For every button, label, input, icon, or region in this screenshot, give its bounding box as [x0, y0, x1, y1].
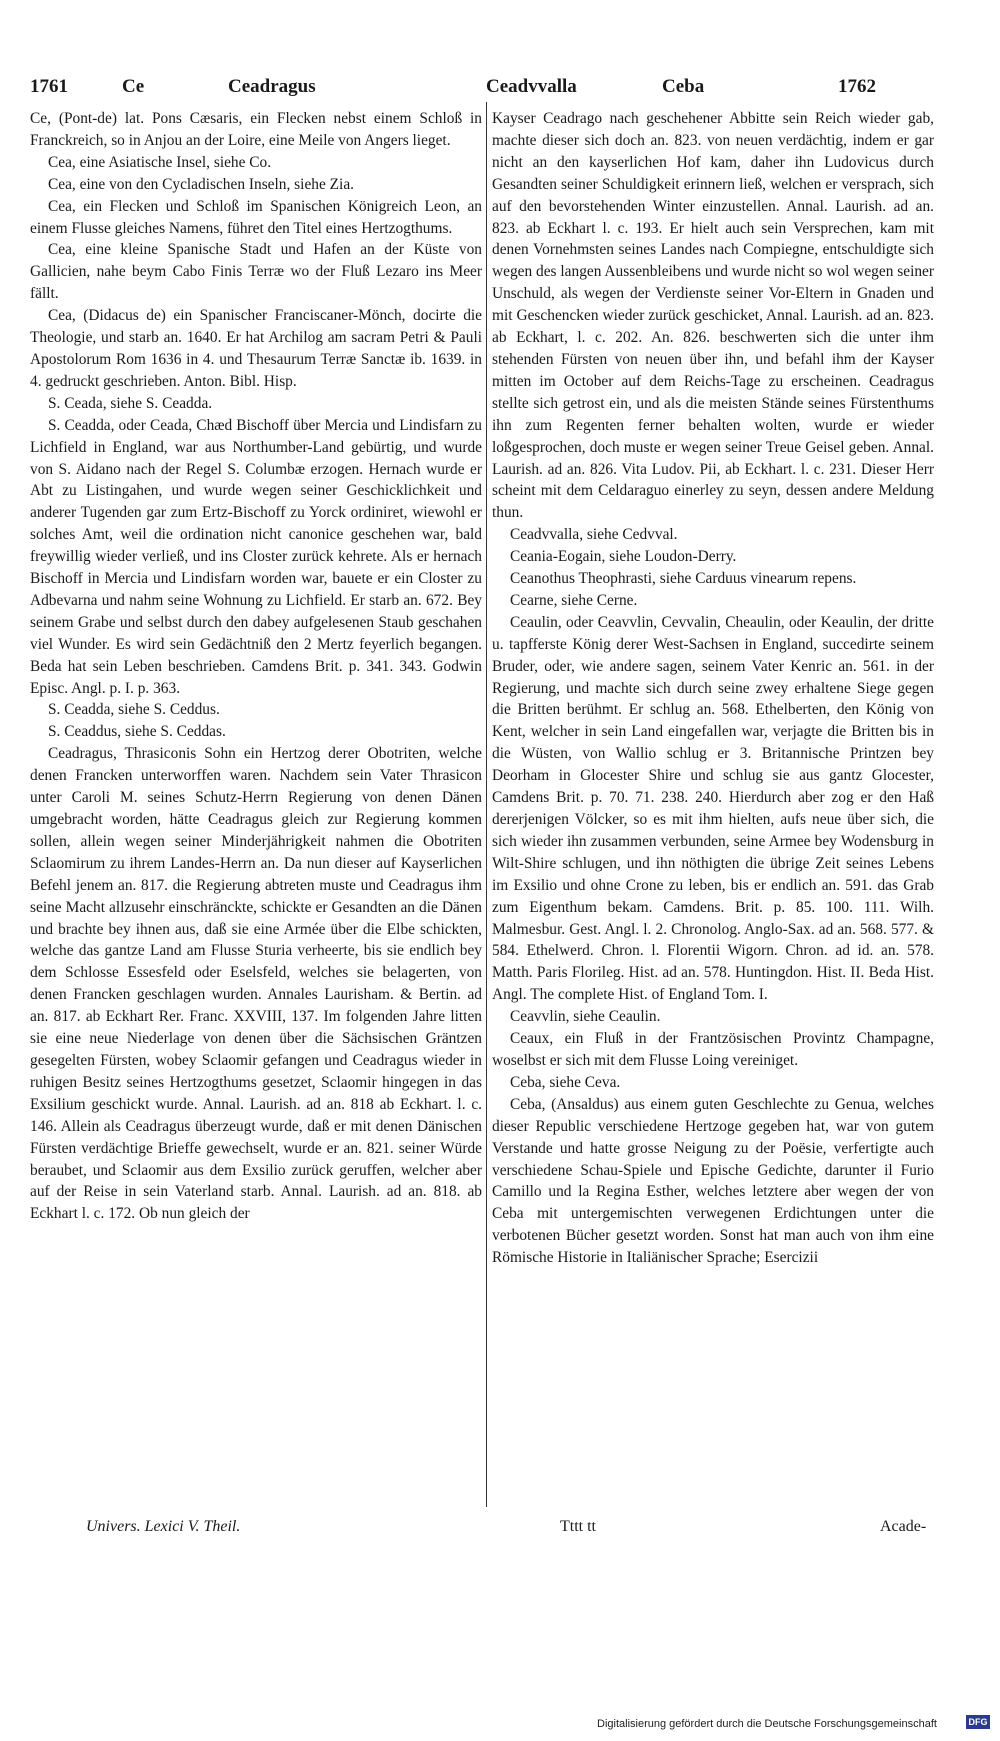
entry-paragraph: Ce, (Pont-de) lat. Pons Cæsaris, ein Flecken nebst einem Schloß in Franckreich, so in Anjou an der Loire, eine Meile von Angers lieget. [30, 110, 482, 149]
entry-paragraph: Cea, (Didacus de) ein Spanischer Franciscaner-Mönch, docirte die Theologie, und starb an. 1640. Er hat Archilog am sacram Petri & Pauli Apostolorum Rom 1636 in 4. und Thesaurum Terræ Sanctæ ib. 1639. in 4. gedruckt geschrieben. Anton. Bibl. Hisp. [30, 307, 482, 390]
entry-paragraph: S. Ceada, siehe S. Ceadda. [48, 394, 213, 412]
key-letters-left: Ce [122, 76, 145, 97]
entry-paragraph: Cea, eine Asiatische Insel, siehe Co. [48, 153, 272, 171]
catch-word-right: Ceadvvalla [486, 76, 577, 97]
page-number-left: 1761 [30, 76, 68, 97]
left-column [30, 108, 482, 1225]
running-head [30, 76, 930, 106]
entry-paragraph: Ceadvvalla, siehe Cedvval. [510, 526, 678, 544]
signature-volume: Univers. Lexici V. Theil. [86, 1518, 241, 1535]
entry-paragraph: Cea, eine von den Cycladischen Inseln, siehe Zia. [48, 175, 355, 193]
column-divider [486, 102, 487, 1507]
dfg-logo: DFG [966, 1715, 990, 1729]
signature-mark: Tttt tt [560, 1518, 596, 1535]
entry-paragraph: S. Ceadda, oder Ceada, Chæd Bischoff über Mercia und Lindisfarn zu Lichfield in England, war aus Northumber-Land gebürtig, und wurde von S. Aidano nach der Regel S. Columbæ erzogen. Hernach wurde er Abt zu Listingahen, und wurde wegen seiner Geschicklichkeit und anderer Tugenden gar zum Ertz-Bischoff zu Yorck ordiniret, wiewohl er solches Amt, weil die ordination nicht canonice geschehen war, bald freywillig wieder verließ, und ins Closter zurück kehrete. Als er hernach Bischoff in Mercia und Lindisfarn worden war, bauete er ein Closter zu Adbevarna und nahm seine Wohnung zu Lichfield. Er starb an. 672. Bey seinem Grabe und selbst durch den dabey aufgelesenen Staub geschahen viel Wunder. Es wird sein Gedächtniß den 2 Mertz feyerlich begangen. Beda hat sein Leben beschrieben. Camdens Brit. p. 341. 343. Godwin Episc. Angl. p. I. p. 363. [30, 416, 482, 697]
entry-paragraph: Kayser Ceadrago nach geschehener Abbitte sein Reich wieder gab, machte dieser sich doch an. 823. von neuen verdächtig, indem er gar nicht an den kayserlichen Hof kam, daher ihn Ludovicus durch Gesandten seiner Schuldigkeit erinnern ließ, welchen er versprach, sich auf den bevorstehenden Winter einzustellen. Annal. Laurish. ad an. 823. ab Eckhart l. c. 193. Er hielt auch sein Versprechen, kam mit denen Vornehmsten seines Landes nach Compiegne, entschuldigte sich wegen des langen Aussenbleibens und wurde nicht so wol wegen seiner Unschuld, als wegen der Verdienste seiner Vor-Eltern in Gnaden und mit Geschencken wieder zurück geschicket, Annal. Laurish. ad an. 823. ab Eckhart, l. c. 202. An. 826. beschwerten sich die unter ihm stehenden Fürsten von neuen über ihn, und befahl ihm der Kayser mitten im October auf dem Reichs-Tage zu erscheinen. Ceadragus stellte sich getrost ein, und als die meisten Stände seines Fürstenthums ihn zum Regenten ferner behalten wolten, wurde er wieder loßgesprochen, doch muste er wegen seiner Treue Geisel geben. Annal. Laurish. ad an. 826. Vita Ludov. Pii, ab Eckhart. l. c. 231. Dieser Herr scheint mit dem Celdaraguo einerley zu seyn, dessen andere Meldung thun. [492, 110, 934, 522]
entry-paragraph: Ceavvlin, siehe Ceaulin. [510, 1008, 661, 1026]
entry-paragraph: S. Ceaddus, siehe S. Ceddas. [48, 723, 226, 741]
entry-paragraph: Ceania-Eogain, siehe Loudon-Derry. [510, 548, 737, 566]
catchword: Acade- [880, 1518, 927, 1535]
entry-paragraph: Cearne, siehe Cerne. [510, 591, 638, 609]
right-column [492, 108, 934, 1269]
entry-paragraph: S. Ceadda, siehe S. Ceddus. [48, 701, 220, 719]
entry-paragraph: Ceaulin, oder Ceavvlin, Cevvalin, Cheaulin, oder Keaulin, der dritte u. tapfferste König derer West-Sachsen in England, succedirte seinem Bruder, oder, wie andere sagen, seinem Vater Kenric an. 561. in der Regierung, und machte sich durch seine zwey erhaltene Siege gegen die Britten berühmt. Er schlug an. 568. Ethelberten, den König von Kent, welcher in sein Land eingefallen war, verjagte die Britten bis in die Wüsten, von Wallio schlug er 3. Britannische Printzen bey Deorham in Glocester Shire und schlug sie aus gantz Glocester, Camdens Brit. p. 70. 71. 238. 240. Hierdurch aber zog er den Haß dererjenigen Völcker, so es mit ihm hielten, aufs neue über sich, die sich wieder ihn zusammen verbunden, seine Armee bey Wodensburg in Wilt-Shire schlugen, und ihn nöthigten die übrige Zeit seines Lebens im Exsilio und ohne Crone zu leben, bis er endlich an. 591. das Grab zum Eigenthum bekam. Camdens. Brit. p. 85. 100. 111. Wilh. Malmesbur. Gest. Angl. l. 2. Chronolog. Anglo-Sax. ad an. 568. 577. & 584. Ethelwerd. Chron. l. Florentii Wigorn. Chron. ad id. an. 578. Matth. Paris Florileg. Hist. ad an. 578. Huntingdon. Hist. II. Beda Hist. Angl. The complete Hist. of England Tom. I. [492, 613, 934, 1004]
entry-paragraph: Cea, eine kleine Spanische Stadt und Hafen an der Küste von Gallicien, nahe beym Cabo Finis Terræ wo der Fluß Lezaro ins Meer fällt. [30, 241, 482, 303]
entry-paragraph: Ceanothus Theophrasti, siehe Carduus vinearum repens. [510, 570, 857, 588]
page-number-right: 1762 [838, 76, 876, 97]
entry-paragraph: Ceadragus, Thrasiconis Sohn ein Hertzog derer Obotriten, welche denen Francken unterworffen waren. Nachdem sein Vater Thrasicon unter Caroli M. seines Schutz-Herrn Regierung von denen Dänen umgebracht worden, hätte Ceadragus gleich zur Regierung kommen sollen, allein wegen seiner Minderjährigkeit nahmen die Obotriten Sclaomirum zu ihrem Landes-Herrn an. Da nun dieser auf Kayserlichen Befehl jenem an. 817. die Regierung abtreten muste und Ceadragus ihm seine Macht allzusehr einschränckte, schickte er Gesandten an die Dänen und brachte bey ihnen aus, daß sie eine Armée über die Elbe schickten, welche das gantze Land am Flusse Sturia verheerte, bis sie endlich bey dem Schlosse Essesfeld oder Eselsfeld, welches sie belagerten, von denen Francken geschlagen wurden. Annales Laurisham. & Bertin. ad an. 817. ab Eckhart Rer. Franc. XXVIII, 137. Im folgenden Jahre litten sie eine neue Niederlage von denen über die Sächsischen Gräntzen gesegelten Fürsten, wobey Sclaomir gefangen und Ceadragus wieder in ruhigen Besitz seines Hertzogthums gesetzet, Sclaomir hingegen in das Exsilium geschickt wurde. Annal. Laurish. ad an. 818 ab Eckhart. l. c. 146. Allein als Ceadragus überzeugt wurde, daß er mit denen Dänischen Fürsten verdächtige Brieffe gewechselt, wurde er an. 821. seiner Würde beraubet, und Sclaomir aus dem Exsilio zurück geruffen, welcher aber auf der Reise in sein Vaterland starb. Annal. Laurish. ad an. 818. ab Eckhart l. c. 172. Ob nun gleich der [30, 745, 482, 1223]
entry-paragraph: Ceaux, ein Fluß in der Frantzösischen Provintz Champagne, woselbst er sich mit dem Flusse Loing vereiniget. [492, 1030, 934, 1069]
key-letters-right: Ceba [662, 76, 705, 97]
entry-paragraph: Ceba, (Ansaldus) aus einem guten Geschlechte zu Genua, welches dieser Republic verschiedene Hertzoge gegeben hat, war von gutem Verstande und hatte grosse Neigung zu der Poësie, verfertigte auch verschiedene Schau-Spiele und Epische Gedichte, darunter il Furio Camillo und la Regina Esther, welches letztere aber wegen der von Ceba mit untergemischten verwegenen Erdichtungen unter die verbotenen Bücher gesetzt worden. Sonst hat man auch von ihm eine Römische Historie in Italiänischer Sprache; Esercizii [492, 1095, 934, 1267]
digitization-credit: Digitalisierung gefördert durch die Deutsche Forschungsgemeinschaft [597, 1718, 937, 1730]
entry-paragraph: Cea, ein Flecken und Schloß im Spanischen Königreich Leon, an einem Flusse gleiches Namens, führet den Titel eines Hertzogthums. [30, 197, 482, 237]
catch-word-left: Ceadragus [228, 76, 316, 97]
entry-paragraph: Ceba, siehe Ceva. [510, 1073, 621, 1091]
